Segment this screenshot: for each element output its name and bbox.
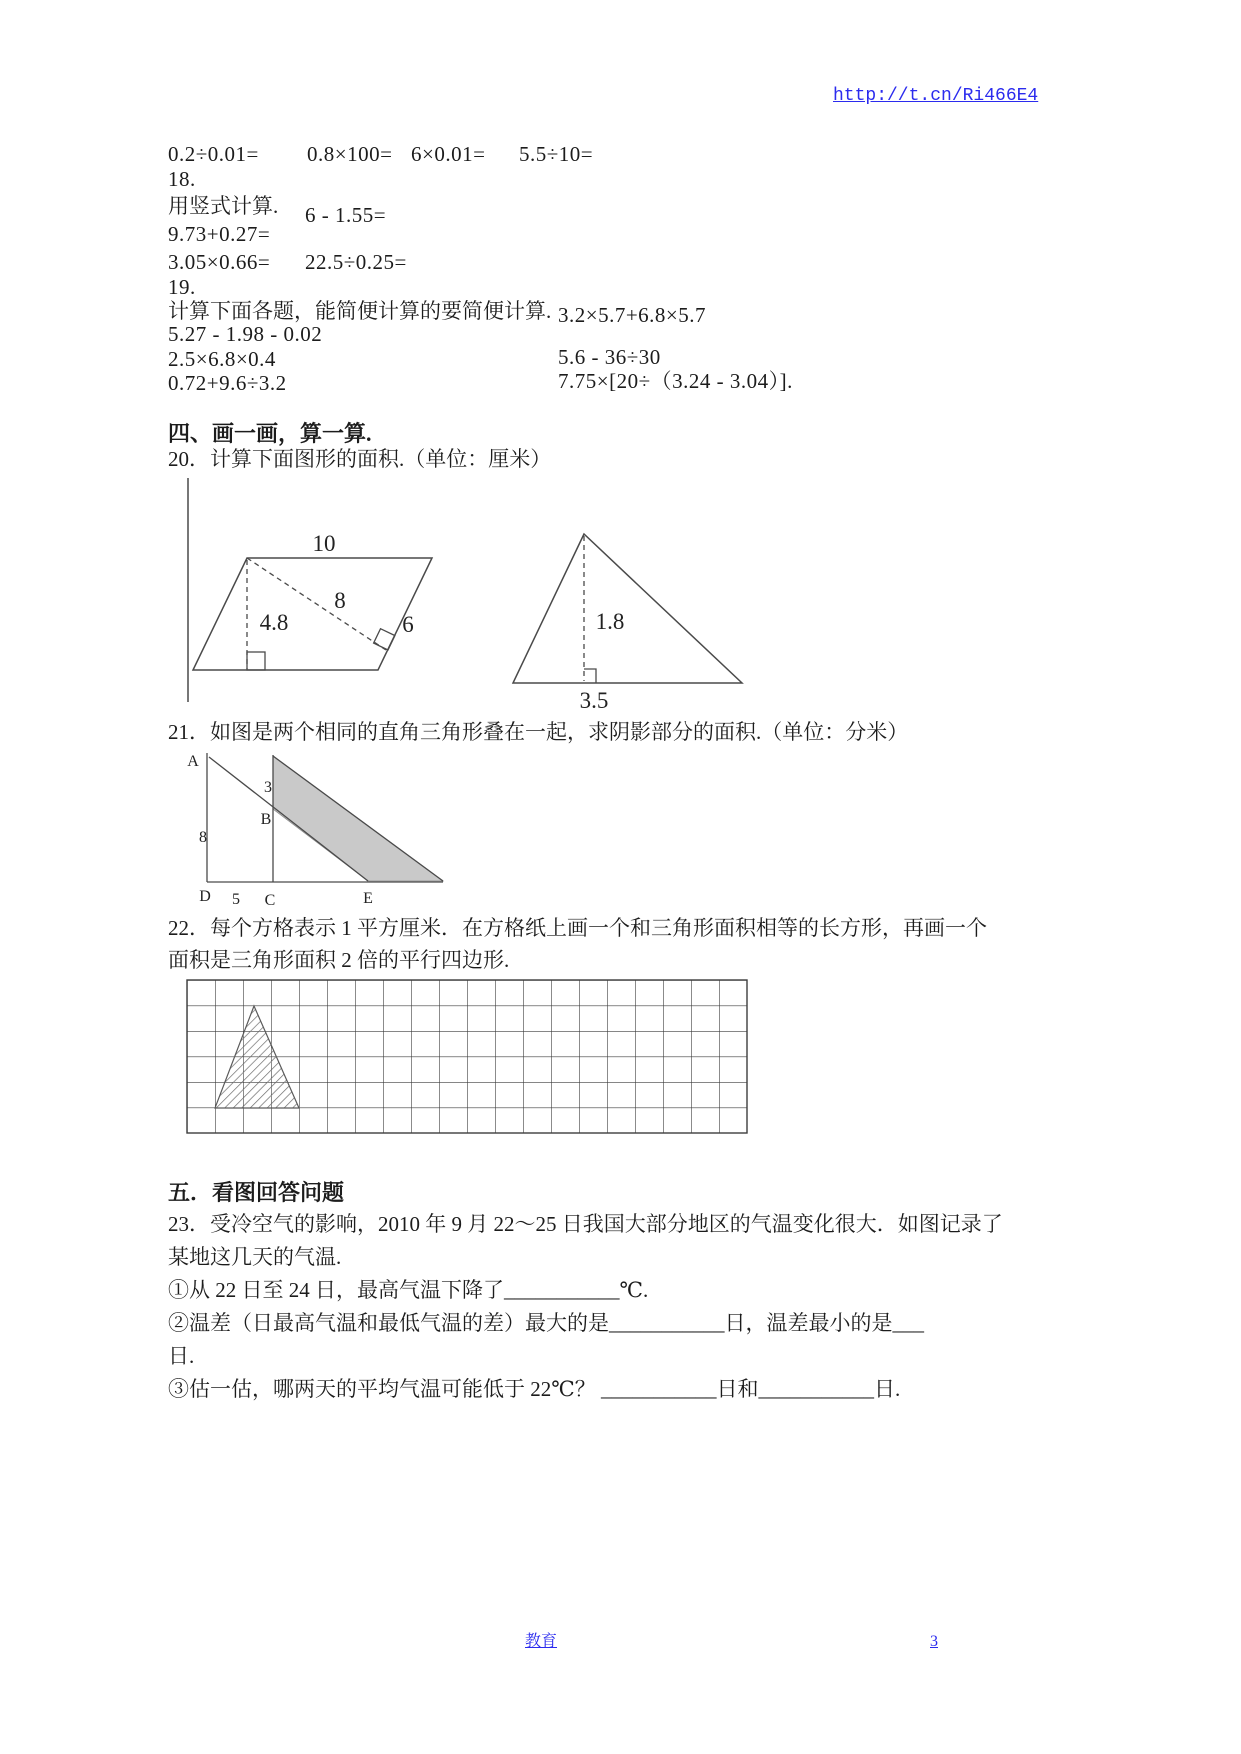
q19-expr-left-3: 0.72+9.6÷3.2 — [168, 371, 287, 395]
q17-expr-1: 0.2÷0.01= — [168, 142, 259, 166]
q23-text-line2: 某地这几天的气温. — [168, 1245, 342, 1269]
q20-figure — [180, 470, 760, 720]
footer-page-number[interactable]: 3 — [930, 1633, 938, 1650]
q23-sub-question-3: ③估一估，哪两天的平均气温可能低于 22℃？ ___________日和___________日. — [168, 1377, 901, 1401]
q23-text-line1: 23．受冷空气的影响，2010 年 9 月 22～25 日我国大部分地区的气温变化很大．如图记录了 — [168, 1212, 1003, 1236]
q19-expr-left-1: 5.27 - 1.98 - 0.02 — [168, 322, 323, 346]
triangle-base-label: 3.5 — [579, 688, 609, 713]
q22-text-line1: 22．每个方格表示 1 平方厘米．在方格纸上画一个和三角形面积相等的长方形，再画一个 — [168, 916, 987, 940]
length-label-5: 5 — [232, 891, 240, 908]
q18-instruction: 用竖式计算. — [168, 194, 279, 218]
footer-site-link[interactable]: 教育 — [525, 1633, 558, 1650]
point-label-C: C — [264, 892, 276, 909]
q19-number: 19. — [168, 275, 196, 299]
parallelogram-shape — [193, 558, 432, 670]
q21-text: 21．如图是两个相同的直角三角形叠在一起，求阴影部分的面积.（单位：分米） — [168, 720, 909, 744]
q22-grid-figure — [180, 970, 760, 1145]
right-angle-marker — [584, 669, 596, 683]
triangle-shape — [513, 534, 742, 683]
triangle-height-label: 1.8 — [595, 609, 625, 634]
right-angle-marker — [374, 629, 395, 650]
parallelogram-base-label: 10 — [312, 531, 336, 556]
q17-expr-3: 6×0.01= — [411, 142, 486, 166]
point-label-B: B — [260, 811, 272, 828]
q18-expr-4: 22.5÷0.25= — [305, 250, 407, 274]
parallelogram-height-label: 4.8 — [259, 610, 289, 635]
q19-expr-left-2: 2.5×6.8×0.4 — [168, 347, 276, 371]
section-4-title: 四、画一画，算一算. — [168, 421, 372, 446]
q18-expr-2: 6 - 1.55= — [305, 203, 387, 227]
section-5-title: 五．看图回答问题 — [168, 1180, 345, 1205]
q21-figure — [180, 745, 470, 920]
right-angle-marker — [247, 652, 265, 670]
q22-text-line2: 面积是三角形面积 2 倍的平行四边形. — [168, 948, 510, 972]
q19-expr-right-3: 7.75×[20÷（3.24 - 3.04）]. — [558, 369, 793, 393]
parallelogram-diagonal-line — [247, 558, 386, 650]
header-short-url[interactable]: http://t.cn/Ri466E4 — [833, 86, 1039, 106]
point-label-E: E — [363, 890, 373, 907]
q18-number: 18. — [168, 167, 196, 191]
parallelogram-diagonal-label: 8 — [334, 588, 346, 613]
parallelogram-side-label: 6 — [402, 612, 414, 637]
q23-sub-question-2-cont: 日. — [168, 1344, 195, 1368]
q20-text: 20．计算下面图形的面积.（单位：厘米） — [168, 447, 552, 471]
length-label-8: 8 — [199, 829, 207, 846]
q17-expr-4: 5.5÷10= — [519, 142, 594, 166]
length-label-3: 3 — [264, 779, 272, 796]
point-label-D: D — [199, 888, 211, 905]
q23-sub-question-2: ②温差（日最高气温和最低气温的差）最大的是___________日，温差最小的是___ — [168, 1311, 924, 1335]
q19-instruction: 计算下面各题，能简便计算的要简便计算. — [168, 299, 552, 323]
q19-expr-right-2: 5.6 - 36÷30 — [558, 345, 661, 369]
q23-sub-question-1: ①从 22 日至 24 日，最高气温下降了___________℃. — [168, 1278, 649, 1302]
q17-expr-2: 0.8×100= — [307, 142, 393, 166]
q18-expr-1: 9.73+0.27= — [168, 222, 271, 246]
q18-expr-3: 3.05×0.66= — [168, 250, 271, 274]
point-label-A: A — [187, 753, 199, 770]
q19-expr-right-1: 3.2×5.7+6.8×5.7 — [558, 303, 707, 327]
